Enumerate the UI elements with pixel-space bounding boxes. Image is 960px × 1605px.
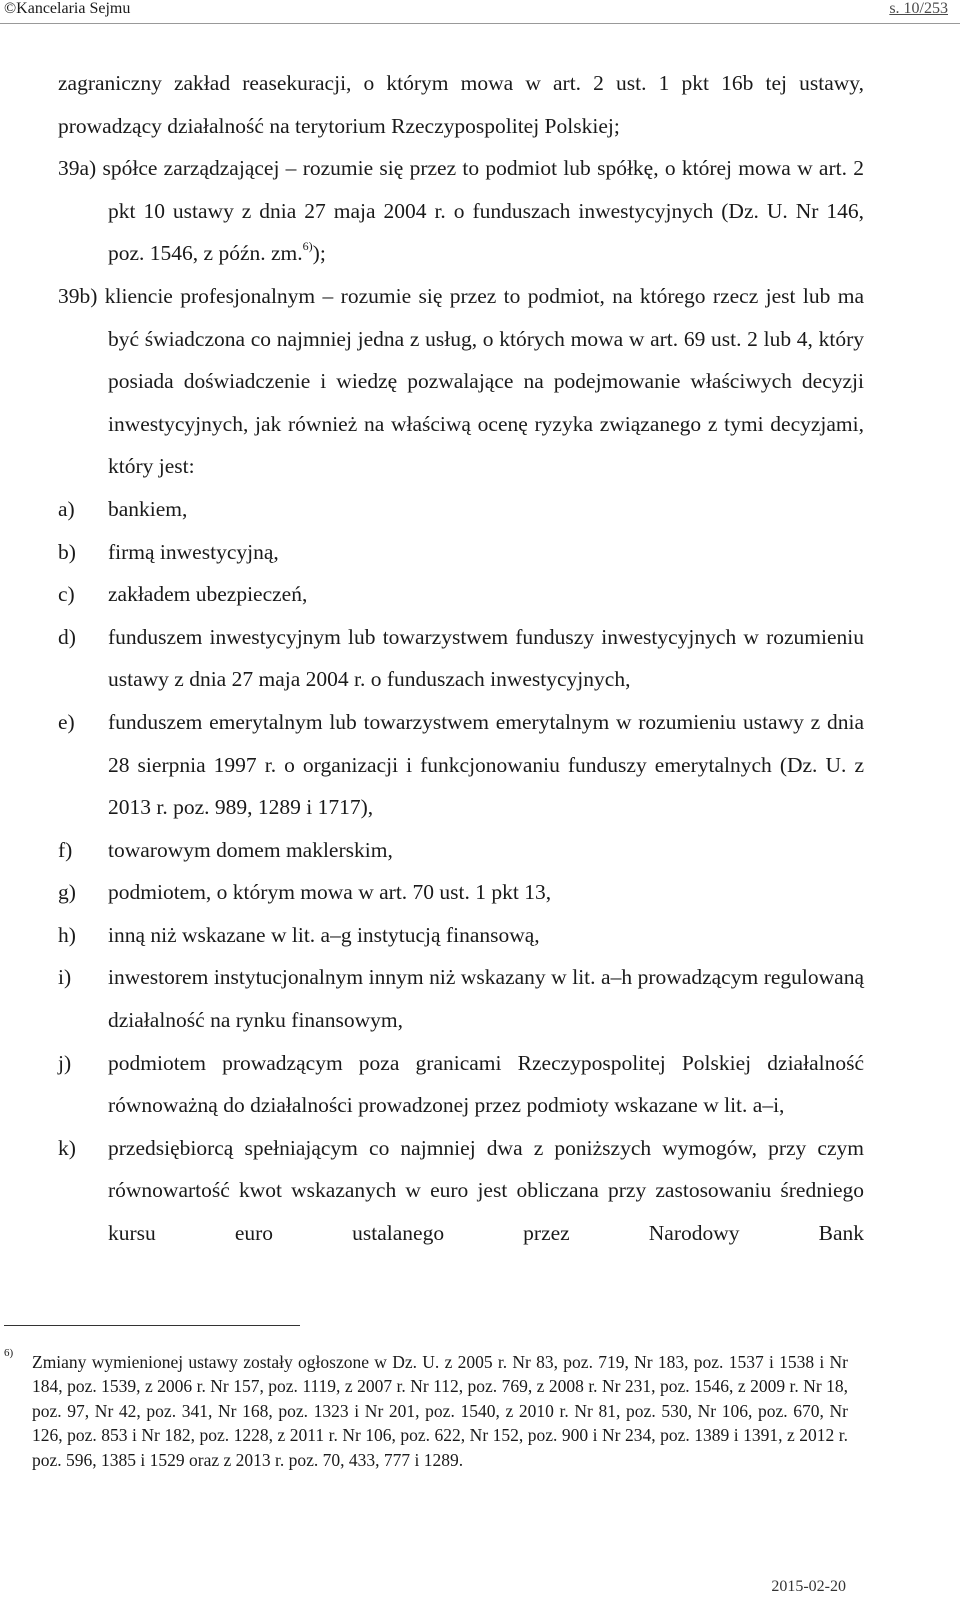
footnote-ref[interactable]: 6) [302,239,313,254]
list-item-label: i) [58,965,72,990]
list-item-label: c) [58,582,75,607]
paragraph-39a [58,147,864,275]
list-item-text: podmiotem prowadzącym poza granicami Rzeczypospolitej Polskiej działalność równoważną do działalności prowadzonej przez podmioty wskazane w lit. a–i, [108,1050,864,1118]
list-item-text: przedsiębiorcą spełniającym co najmniej dwa z poniższych wymogów, przy czym równowartość kwot wskazanych w euro jest obliczana przy zastosowaniu średniego kursu euro ustalanego przez Narodowy Bank [108,1135,864,1246]
list-item-text: towarowym domem maklerskim, [108,837,393,862]
list-item-label: g) [58,880,76,905]
list-item [58,1127,864,1255]
list-item-label: k) [58,1135,76,1160]
paragraph-39a-text: 39a) spółce zarządzającej – rozumie się przez to podmiot lub spółkę, o której mowa w art. 2 pkt 10 ustawy z dnia 27 maja 2004 r. o funduszach inwestycyjnych (Dz. U. Nr 146, poz. 1546, z późn. zm. [58,156,864,266]
list-item-label: e) [58,709,75,734]
list-item [58,616,864,701]
footnote-text: Zmiany wymienionej ustawy zostały ogłoszone w Dz. U. z 2005 r. Nr 83, poz. 719, Nr 183, poz. 1537 i 1538 i Nr 184, poz. 1539, z 2006 r. Nr 157, poz. 1119, z 2007 r. Nr 112, poz. 769, z 2008 r. Nr 231, poz. 1546, z 2009 r. Nr 18, poz. 97, Nr 42, poz. 341, Nr 168, poz. 1323 i Nr 201, poz. 1540, z 2010 r. Nr 81, poz. 530, Nr 106, poz. 670, Nr 126, poz. 853 i Nr 182, poz. 1228, z 2011 r. Nr 106, poz. 622, Nr 152, poz. 900 i Nr 234, poz. 1389 i 1391, z 2012 r. poz. 596, 1385 i 1529 oraz z 2013 r. poz. 70, 433, 777 i 1289. [32,1352,848,1470]
list-item-text: inną niż wskazane w lit. a–g instytucją finansową, [108,922,540,947]
page-number-link[interactable]: s. 10/253 [889,0,948,17]
document-body [58,62,864,1255]
paragraph-39a-end: ); [312,241,326,266]
list-item [58,829,864,872]
list-item-label: b) [58,539,76,564]
paragraph-39b: 39b) kliencie profesjonalnym – rozumie się przez to podmiot, na którego rzecz jest lub ma być świadczona co najmniej jedna z usług, o których mowa w art. 69 ust. 2 lub 4, który posiada doświadczenie i wiedzę pozwalające na podejmowanie właściwych decyzji inwestycyjnych, jak również na właściwą ocenę ryzyka związanego z tymi decyzjami, który jest: [58,283,864,479]
list-item [58,1042,864,1127]
list-item [58,531,864,574]
list-item [58,488,864,531]
list-item-label: j) [58,1050,72,1075]
list-item-label: h) [58,922,76,947]
footnote [4,1347,848,1472]
copyright-label: ©Kancelaria Sejmu [4,0,131,17]
list-item [58,871,864,914]
list-item-text: funduszem inwestycyjnym lub towarzystwem funduszy inwestycyjnych w rozumieniu ustawy z dnia 27 maja 2004 r. o funduszach inwestycyjnych, [108,624,864,692]
list-item [58,956,864,1041]
footnote-divider [4,1325,300,1326]
list-item-text: zakładem ubezpieczeń, [108,582,308,607]
paragraph-continuation: zagraniczny zakład reasekuracji, o którym mowa w art. 2 ust. 1 pkt 16b tej ustawy, prowadzący działalność na terytorium Rzeczypospolitej Polskiej; [58,71,864,138]
header-divider [0,23,960,24]
list-item-label: a) [58,496,75,521]
list-item-text: funduszem emerytalnym lub towarzystwem emerytalnym w rozumieniu ustawy z dnia 28 sierpnia 1997 r. o organizacji i funkcjonowaniu funduszy emerytalnych (Dz. U. z 2013 r. poz. 989, 1289 i 1717), [108,709,864,820]
document-date: 2015-02-20 [771,1578,846,1595]
footnote-mark: 6) [4,1347,14,1359]
list-item-text: inwestorem instytucjonalnym innym niż wskazany w lit. a–h prowadzącym regulowaną działalność na rynku finansowym, [108,965,864,1033]
list-item-text: firmą inwestycyjną, [108,539,279,564]
list-item [58,573,864,616]
definition-list [58,488,864,1255]
list-item-label: d) [58,624,76,649]
list-item-label: f) [58,837,73,862]
list-item [58,914,864,957]
list-item-text: bankiem, [108,496,188,521]
page-header [0,0,960,22]
list-item-text: podmiotem, o którym mowa w art. 70 ust. 1 pkt 13, [108,880,552,905]
list-item [58,701,864,829]
